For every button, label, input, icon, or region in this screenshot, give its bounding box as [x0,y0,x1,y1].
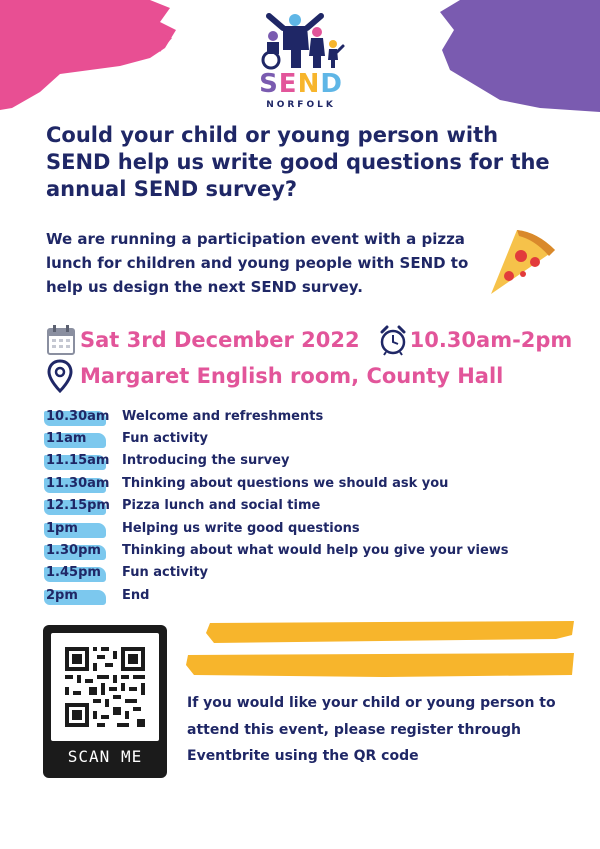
agenda-activity: Fun activity [122,565,209,581]
agenda-time: 12.15pm [46,498,110,514]
agenda-time: 1.45pm [46,565,101,581]
event-location-line [46,358,503,394]
agenda-activity: Helping us write good questions [122,520,360,536]
pink-brush-decoration [0,0,180,115]
agenda-time: 11am [46,431,87,447]
send-norfolk-logo [255,12,347,112]
logo-letter: S [259,69,279,99]
agenda-time: 1.30pm [46,543,101,559]
agenda-activity: Introducing the survey [122,453,290,469]
scan-me-label: SCAN ME [67,747,143,766]
event-time: 10.30am-2pm [409,328,573,352]
logo-letter: D [320,69,343,99]
family-figures-icon [255,12,347,70]
agenda-row [46,562,566,584]
logo-letter: E [278,69,298,99]
logo-letter: N [297,69,321,99]
registration-instructions: If you would like your child or young person to attend this event, please register through Eventbrite using the QR code [187,695,556,764]
event-date: Sat 3rd December 2022 [80,328,360,352]
agenda-row [46,584,566,606]
agenda-activity: End [122,587,150,603]
pizza-slice-icon [487,222,559,302]
agenda-time: 2pm [46,587,78,603]
agenda-time: 11.30am [46,475,110,491]
agenda-row [46,539,566,561]
intro-paragraph: We are running a participation event with a pizza lunch for children and young people with SEND to help us design the next SEND survey. [46,230,469,296]
logo-send-wordmark [255,70,347,98]
purple-brush-decoration [420,0,600,112]
yellow-brush-decoration [186,617,576,679]
agenda-row [46,427,566,449]
map-pin-icon [46,359,74,393]
agenda-activity: Thinking about questions we should ask you [122,475,449,491]
agenda-activity: Welcome and refreshments [122,408,324,424]
agenda-time: 10.30am [46,408,110,424]
calendar-icon [46,324,76,356]
logo-subtitle: NORFOLK [266,100,336,110]
alarm-clock-icon [378,324,408,356]
agenda-row [46,517,566,539]
agenda-row [46,495,566,517]
qr-code[interactable] [51,633,159,741]
agenda-row [46,450,566,472]
event-date-time [46,322,572,358]
agenda-time: 1pm [46,520,78,536]
agenda-activity: Thinking about what would help you give your views [122,543,509,559]
event-location: Margaret English room, County Hall [80,364,504,388]
qr-code-card[interactable] [43,625,167,778]
qr-code-pattern [51,633,159,741]
agenda-list [46,405,566,607]
agenda-activity: Fun activity [122,431,209,447]
agenda-row [46,405,566,427]
agenda-time: 11.15am [46,453,110,469]
agenda-row [46,472,566,494]
page-title: Could your child or young person with SEND help us write good questions for the annual SEND survey? [46,123,550,201]
agenda-activity: Pizza lunch and social time [122,498,321,514]
